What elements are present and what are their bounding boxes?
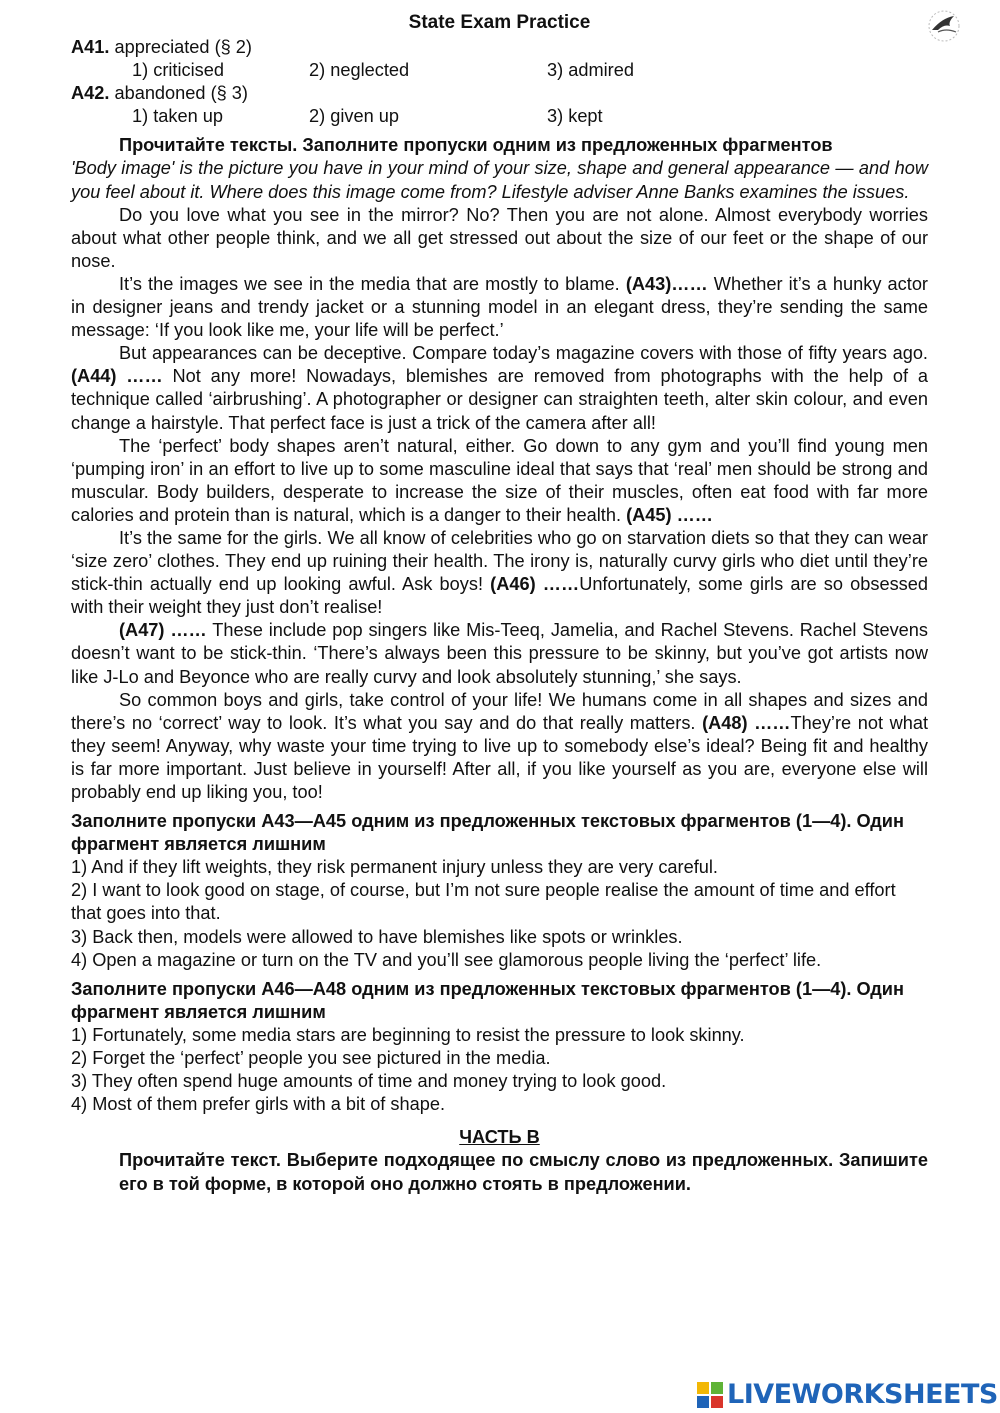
question-options <box>71 59 928 82</box>
watermark-text: LIVEWORKSHEETS <box>727 1379 998 1410</box>
question-number: A42. <box>71 83 110 104</box>
question-a42 <box>71 82 928 128</box>
task2-heading: Заполните пропуски A46—A48 одним из предложенных текстовых фрагментов (1—4). Один фрагмент является лишним <box>71 978 904 1022</box>
part-b-instruction: Прочитайте текст. Выберите подходящее по смыслу слово из предложенных. Запишите его в той форме, в которой оно должно стоять в предложении. <box>119 1150 928 1194</box>
task1-option: 1) And if they lift weights, they risk permanent injury unless they are very careful. <box>71 857 718 878</box>
question-a41 <box>71 36 928 82</box>
worksheet-page <box>71 10 928 1196</box>
bird-logo-icon <box>924 6 964 46</box>
paragraph-6: (A47) …… These include pop singers like Mis-Teeq, Jamelia, and Rachel Stevens. Rachel Stevens doesn’t want to be stick-thin. ‘There’s always been this pressure to be skinny, but you’ve got artists now like J-Lo and Beyonce who are really curvy and look absolutely stunning,’ she says. <box>71 620 928 687</box>
question-number: A41. <box>71 37 110 57</box>
task1-option: 4) Open a magazine or turn on the TV and you’ll see glamorous people living the ‘perfect’ life. <box>71 949 822 970</box>
task2-option: 3) They often spend huge amounts of time and money trying to look good. <box>71 1071 667 1092</box>
paragraph-5: It’s the same for the girls. We all know of celebrities who go on starvation diets so that they can wear ‘size zero’ clothes. They end up ruining their health. The irony is, naturally curvy girls who diet until they’re stick-thin actually end up looking awful. Ask boys! (A46) ……Unfortunately, some girls are so obsessed with their weight they just don’t realise! <box>71 527 929 618</box>
paragraph-4: The ‘perfect’ body shapes aren’t natural, either. Go down to any gym and you’ll find young men ‘pumping iron’ in an effort to live up to some masculine ideal that says that ‘real’ men should be strong and muscular. Body builders, desperate to increase the size of their muscles, often eat food with far more calories and protein than is natural, which is a danger to their health. (A45) …… <box>71 435 928 525</box>
paragraph-7: So common boys and girls, take control of your life! We humans come in all shapes and sizes and there’s no ‘correct’ way to look. It’s what you say and do that really matters. (A48) ……They’re not what they seem! Anyway, why waste your time trying to live up to somebody else’s ideal? Being fit and healthy is far more important. Just believe in yourself! After all, if you like yourself as you are, everyone else will probably end up liking you, too! <box>71 689 928 802</box>
option: 3) admired <box>547 60 634 81</box>
part-b-title: ЧАСТЬ В <box>459 1127 540 1148</box>
paragraph-1: Do you love what you see in the mirror? No? Then you are not alone. Almost everybody worries about what other people think, and we all get stressed out about the size of our feet or the shape of our nose. <box>71 204 928 271</box>
option: 1) criticised <box>132 60 224 81</box>
task2-option: 1) Fortunately, some media stars are beginning to resist the pressure to look skinny. <box>71 1024 745 1045</box>
reading-intro: 'Body image' is the picture you have in your mind of your size, shape and general appearance — and how you feel about it. Where does this image come from? Lifestyle adviser Anne Banks examines the issues. <box>71 158 928 202</box>
gap-a47[interactable]: (A47) …… <box>119 620 207 641</box>
task1-option: 3) Back then, models were allowed to have blemishes like spots or wrinkles. <box>71 926 683 947</box>
page-title: State Exam Practice <box>408 12 591 33</box>
option: 1) taken up <box>132 106 223 127</box>
option: 2) neglected <box>309 60 410 81</box>
task2-option: 2) Forget the ‘perfect’ people you see pictured in the media. <box>71 1048 551 1069</box>
task2-option: 4) Most of them prefer girls with a bit of shape. <box>71 1094 446 1115</box>
gap-a45[interactable]: (A45) …… <box>626 504 713 525</box>
reading-instruction: Прочитайте тексты. Заполните пропуски одним из предложенных фрагментов <box>119 135 833 156</box>
gap-a43[interactable]: (A43)…… <box>625 273 708 294</box>
gap-a48[interactable]: (A48) …… <box>702 712 791 733</box>
option: 2) given up <box>309 106 399 127</box>
liveworksheets-watermark <box>697 1380 998 1410</box>
gap-a46[interactable]: (A46) …… <box>490 574 580 595</box>
question-options <box>71 105 928 128</box>
task1-heading: Заполните пропуски A43—A45 одним из предложенных текстовых фрагментов (1—4). Один фрагмент является лишним <box>71 811 904 855</box>
option: 3) kept <box>547 106 603 127</box>
task1-option: 2) I want to look good on stage, of course, but I’m not sure people realise the amount of time and effort that goes into that. <box>71 880 896 924</box>
question-word: appreciated (§ 2) <box>109 37 252 57</box>
paragraph-3: But appearances can be deceptive. Compare today’s magazine covers with those of fifty years ago. (A44) …… Not any more! Nowadays, blemishes are removed from photographs with the help of a technique called ‘airbrushing’. A photographer or designer can straighten teeth, alter skin colour, and even change a hairstyle. That perfect face is just a trick of the camera after all! <box>71 343 928 433</box>
paragraph-2: It’s the images we see in the media that are mostly to blame. (A43)…… Whether it’s a hunky actor in designer jeans and trendy jacket or a stunning model in an elegant dress, they’re sending the same message: ‘If you look like me, your life will be perfect.’ <box>71 273 928 341</box>
liveworksheets-logo-icon <box>697 1382 723 1408</box>
gap-a44[interactable]: (A44) …… <box>71 366 163 387</box>
question-word: abandoned (§ 3) <box>109 83 248 104</box>
